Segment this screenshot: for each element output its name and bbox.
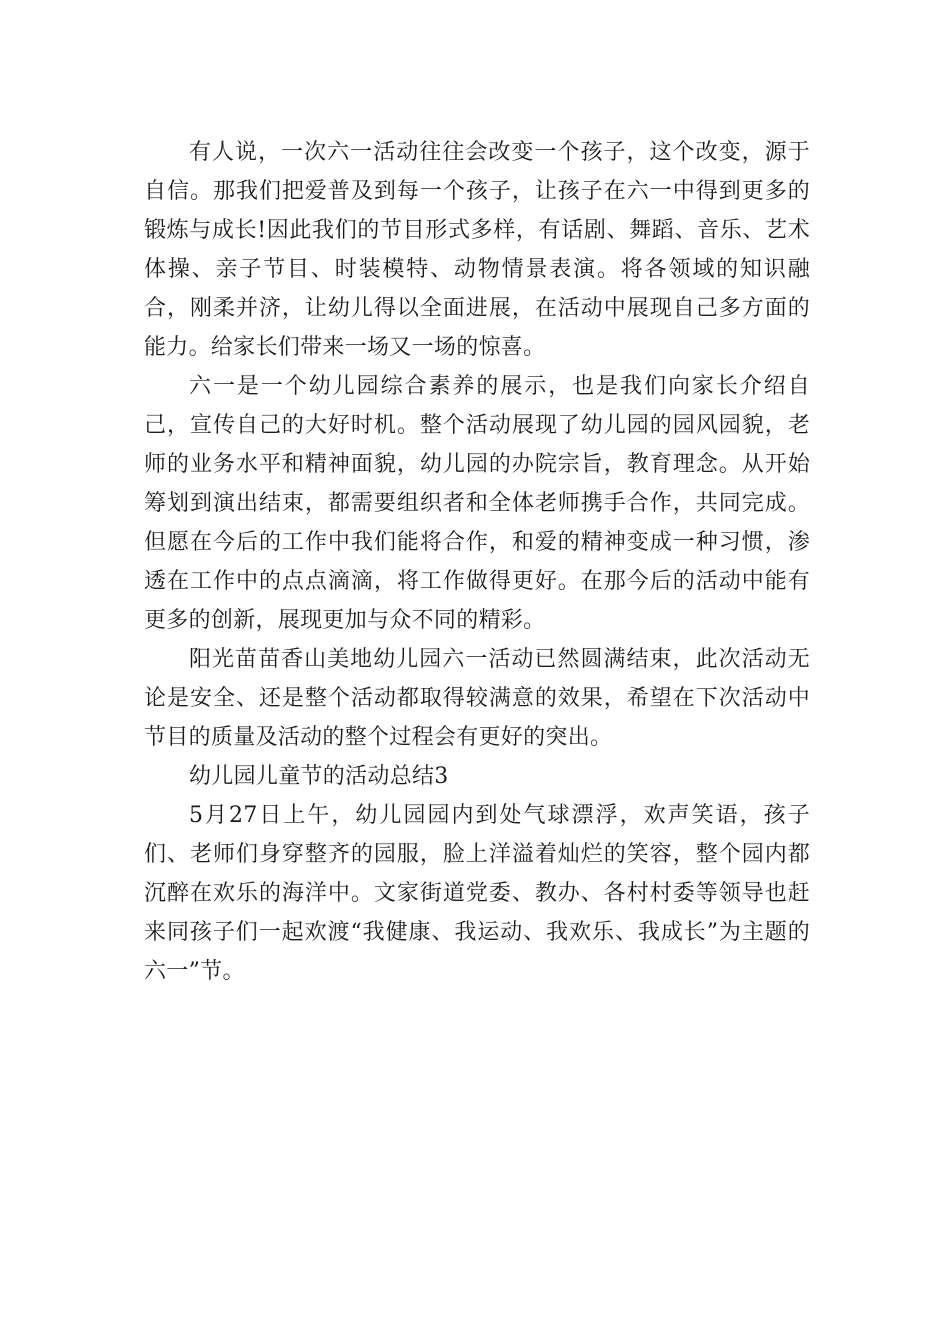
paragraph-confidence: 有人说，一次六一活动往往会改变一个孩子，这个改变，源于自信。那我们把爱普及到每一个孩子，让孩子在六一中得到更多的锻炼与成长!因此我们的节目形式多样，有话剧、舞蹈、音乐、艺术体操、亲子节目、时装模特、动物情景表演。将各领域的知识融合，刚柔并济，让幼儿得以全面进展，在活动中展现自己多方面的能力。给家长们带来一场又一场的惊喜。 [144, 140, 810, 360]
document-body [144, 133, 810, 991]
paragraph-may-27: 5月27日上午，幼儿园园内到处气球漂浮，欢声笑语，孩子们、老师们身穿整齐的园服，脸上洋溢着灿烂的笑容，整个园内都沉醉在欢乐的海洋中。文家街道党委、教办、各村村委等领导也赶来同孩子们一起欢渡“我健康、我运动、我欢乐、我成长”为主题的六一”节。 [144, 803, 810, 984]
section-heading: 幼儿园儿童节的活动总结3 [189, 764, 449, 789]
paragraph-showcase: 六一是一个幼儿园综合素养的展示，也是我们向家长介绍自己，宣传自己的大好时机。整个活动展现了幼儿园的园风园貌，老师的业务水平和精神面貌，幼儿园的办院宗旨，教育理念。从开始筹划到演出结束，都需要组织者和全体老师携手合作，共同完成。但愿在今后的工作中我们能将合作，和爱的精神变成一种习惯，渗透在工作中的点点滴滴，将工作做得更好。在那今后的活动中能有更多的创新，展现更加与众不同的精彩。 [144, 374, 810, 633]
paragraph-conclusion: 阳光苗苗香山美地幼儿园六一活动已然圆满结束，此次活动无论是安全、还是整个活动都取得较满意的效果，希望在下次活动中节目的质量及活动的整个过程会有更好的突出。 [144, 647, 810, 750]
